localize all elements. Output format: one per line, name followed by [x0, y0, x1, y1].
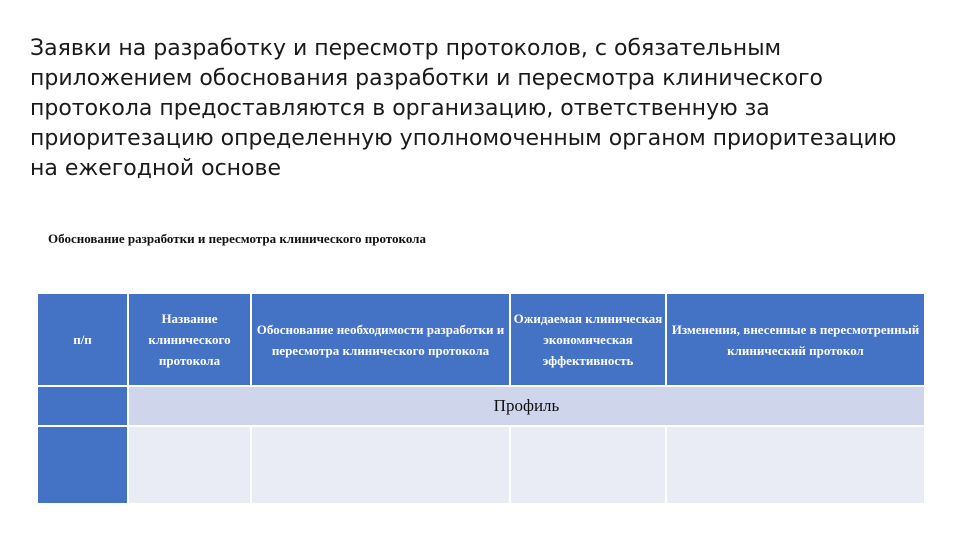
table-caption: Обоснование разработки и пересмотра клинического протокола [48, 231, 426, 246]
row-changes-cell [666, 426, 925, 504]
profile-label: Профиль [128, 386, 925, 426]
table-header-row [37, 293, 925, 386]
row-justification-cell [251, 426, 510, 504]
header-justification: Обоснование необходимости разработки и пересмотра клинического протокола [251, 293, 510, 386]
profile-row [37, 386, 925, 426]
header-expected-efficiency: Ожидаемая клиническая экономическая эффективность [510, 293, 666, 386]
row-efficiency-cell [510, 426, 666, 504]
header-changes: Изменения, внесенные в пересмотренный клинический протокол [666, 293, 925, 386]
row-number-cell [37, 426, 128, 504]
justification-table [36, 292, 926, 505]
header-protocol-name: Название клинического протокола [128, 293, 251, 386]
slide-title: Заявки на разработку и пересмотр протоколов, с обязательным приложением обоснования разработки и пересмотра клинического протокола предоставляются в организацию, ответственную за приоритезацию определенную уполномоченным органом приоритезацию на ежегодной основе [30, 36, 897, 181]
row-protocol-name-cell [128, 426, 251, 504]
table-row [37, 426, 925, 504]
profile-number-cell [37, 386, 128, 426]
header-number: п/п [37, 293, 128, 386]
